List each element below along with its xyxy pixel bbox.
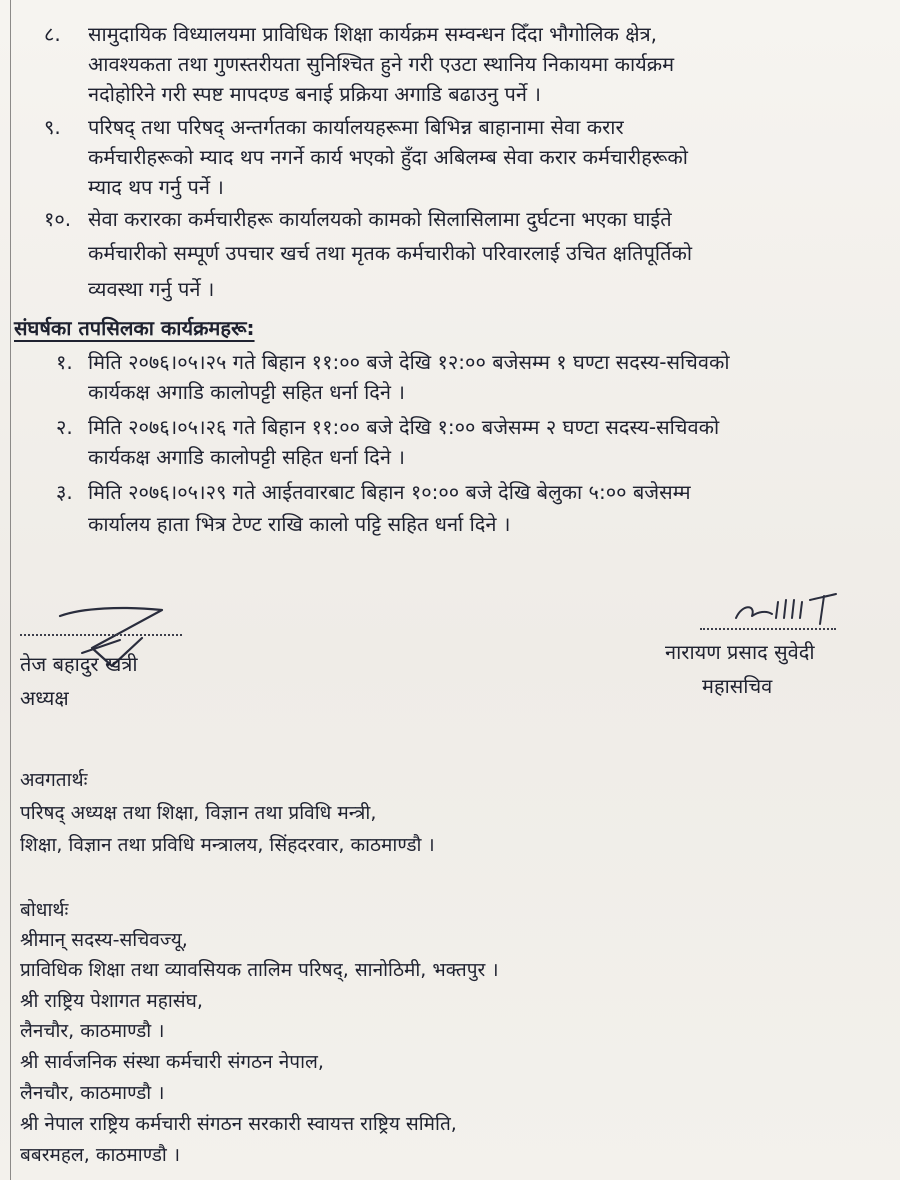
president-title: अध्यक्ष (20, 686, 69, 710)
program-line: कार्यालय हाता भित्र टेण्ट राखि कालो पट्टि सहित धर्ना दिने । (88, 512, 511, 536)
for-notice-line: लैनचौर, काठमाण्डौ । (20, 1020, 165, 1042)
program-line: मिति २०७६।०५।२९ गते आईतवारबाट बिहान १०:०० बजे देखि बेलुका ५:०० बजेसम्म (88, 480, 691, 504)
demand-number: १०. (44, 207, 72, 231)
demand-line: आवश्यकता तथा गुणस्तरीयता सुनिश्चित हुने गरी एउटा स्थानिय निकायमा कार्यक्रम (88, 52, 675, 76)
program-line: मिति २०७६।०५।२६ गते बिहान ११:०० बजे देखि १:०० बजेसम्म २ घण्टा सदस्य-सचिवको (88, 415, 720, 439)
demand-number: ८. (44, 22, 61, 46)
demand-line: म्याद थप गर्नु पर्ने । (88, 175, 224, 199)
demand-line: नदोहोरिने गरी स्पष्ट मापदण्ड बनाई प्रक्रिया अगाडि बढाउनु पर्ने । (88, 82, 541, 106)
general-secretary-title: महासचिव (702, 674, 773, 698)
programs-heading: संघर्षका तपसिलका कार्यक्रमहरू: (14, 316, 255, 340)
demand-line: सामुदायिक विध्यालयमा प्राविधिक शिक्षा कार्यक्रम सम्वन्धन दिँदा भौगोलिक क्षेत्र, (88, 22, 658, 46)
for-notice-line: बबरमहल, काठमाण्डौ । (20, 1144, 181, 1166)
general-secretary-name: नारायण प्रसाद सुवेदी (665, 640, 815, 664)
program-line: कार्यकक्ष अगाडि कालोपट्टी सहित धर्ना दिने । (88, 445, 405, 469)
for-information-line: परिषद् अध्यक्ष तथा शिक्षा, विज्ञान तथा प्रविधि मन्त्री, (20, 802, 377, 824)
for-notice-line: श्री नेपाल राष्ट्रिय कर्मचारी संगठन सरकारी स्वायत्त राष्ट्रिय समिति, (20, 1113, 457, 1135)
for-notice-heading: बोधार्थः (20, 899, 69, 921)
demand-number: ९. (44, 115, 61, 139)
for-notice-line: श्री सार्वजनिक संस्था कर्मचारी संगठन नेपाल, (20, 1051, 324, 1073)
program-number: २. (56, 415, 73, 439)
demand-line: कर्मचारीहरूको म्याद थप नगर्ने कार्य भएको हुँदा अबिलम्ब सेवा करार कर्मचारीहरूको (88, 145, 688, 169)
program-line: कार्यकक्ष अगाडि कालोपट्टी सहित धर्ना दिने । (88, 380, 405, 404)
signature-line-right (700, 628, 836, 630)
demand-line: सेवा करारका कर्मचारीहरू कार्यालयको कामको सिलासिलामा दुर्घटना भएका घाईते (88, 207, 672, 231)
for-information-line: शिक्षा, विज्ञान तथा प्रविधि मन्त्रालय, सिंहदरवार, काठमाण्डौ । (20, 834, 435, 856)
for-notice-line: श्रीमान् सदस्य-सचिवज्यू, (20, 929, 188, 951)
president-name: तेज बहादुर खत्री (20, 652, 138, 676)
program-number: १. (56, 350, 73, 374)
page-left-edge (10, 0, 11, 1180)
signature-line-left (20, 634, 182, 636)
program-line: मिति २०७६।०५।२५ गते बिहान ११:०० बजे देखि १२:०० बजेसम्म १ घण्टा सदस्य-सचिवको (88, 350, 730, 374)
for-notice-line: श्री राष्ट्रिय पेशागत महासंघ, (20, 990, 203, 1012)
general-secretary-signature (728, 590, 848, 630)
for-notice-line: लैनचौर, काठमाण्डौ । (20, 1082, 165, 1104)
program-number: ३. (56, 480, 73, 504)
demand-line: व्यवस्था गर्नु पर्ने । (88, 277, 215, 301)
demand-line: परिषद् तथा परिषद् अन्तर्गतका कार्यालयहरूमा बिभिन्न बाहानामा सेवा करार (88, 115, 624, 139)
for-information-heading: अवगतार्थः (20, 769, 88, 791)
demand-line: कर्मचारीको सम्पूर्ण उपचार खर्च तथा मृतक कर्मचारीको परिवारलाई उचित क्षतिपूर्तिको (88, 241, 693, 265)
for-notice-line: प्राविधिक शिक्षा तथा व्यावसियक तालिम परिषद्, सानोठिमी, भक्तपुर । (20, 959, 499, 981)
